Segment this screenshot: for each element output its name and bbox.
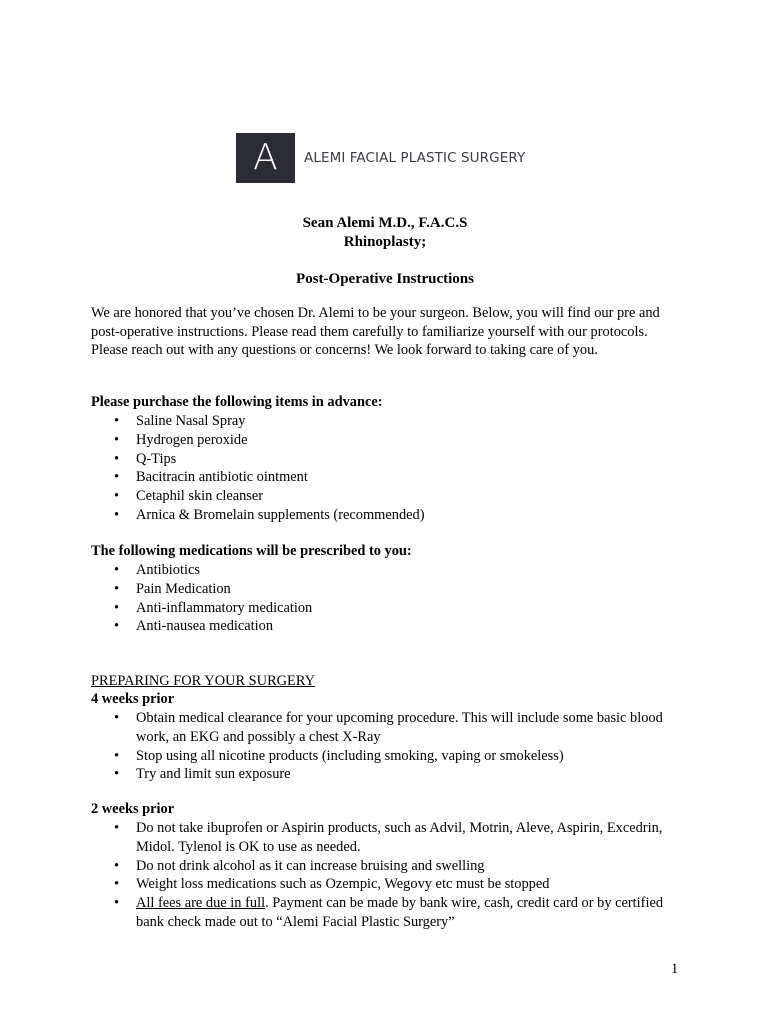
list-item: • Obtain medical clearance for your upcoming procedure. This will include some basic blood work, an EKG and possibly a chest X-Ray — [91, 709, 676, 747]
preparing-section-title: PREPARING FOR YOUR SURGERY — [91, 673, 316, 689]
document-title: Post-Operative Instructions — [296, 271, 474, 287]
logo-mark: A — [236, 133, 295, 183]
list-item: • Cetaphil skin cleanser — [91, 487, 676, 506]
fees-due-text: All fees are due in full — [136, 895, 266, 912]
list-item: • Try and limit sun exposure — [91, 765, 676, 784]
page-number: 1 — [671, 961, 679, 977]
list-item: • Arnica & Bromelain supplements (recommended) — [91, 506, 676, 525]
list-item: • Stop using all nicotine products (including smoking, vaping or smokeless) — [91, 747, 676, 766]
four-weeks-list — [91, 709, 676, 784]
purchase-list — [91, 412, 676, 525]
list-item: • Bacitracin antibiotic ointment — [91, 468, 676, 487]
two-weeks-list — [91, 819, 676, 932]
practice-logo — [236, 133, 525, 183]
list-item: • Anti-inflammatory medication — [91, 599, 676, 618]
two-weeks-heading: 2 weeks prior — [91, 801, 175, 817]
doctor-name: Sean Alemi M.D., F.A.C.S — [302, 215, 468, 231]
procedure-name: Rhinoplasty; — [343, 234, 427, 250]
payment-methods-text: . Payment can be made by bank wire, cash, credit card or by certified bank check made out to “Alemi Facial Plastic Surgery” — [136, 895, 664, 930]
medications-list — [91, 561, 676, 636]
four-weeks-heading: 4 weeks prior — [91, 691, 175, 707]
list-item: • Anti-nausea medication — [91, 617, 676, 636]
list-item: • Pain Medication — [91, 580, 676, 599]
intro-paragraph: We are honored that you’ve chosen Dr. Alemi to be your surgeon. Below, you will find our pre and post-operative instructions. Please read them carefully to familiarize yourself with our protocols. Please reach out with any questions or concerns! We look forward to taking care of you. — [91, 305, 660, 359]
list-item: • Do not drink alcohol as it can increase bruising and swelling — [91, 857, 676, 876]
list-item: • Do not take ibuprofen or Aspirin products, such as Advil, Motrin, Aleve, Aspirin, Excedrin, Midol. Tylenol is OK to use as needed. — [91, 819, 676, 857]
list-item: • Hydrogen peroxide — [91, 431, 676, 450]
list-item: • Q-Tips — [91, 450, 676, 469]
list-item: • Antibiotics — [91, 561, 676, 580]
list-item: • Weight loss medications such as Ozempic, Wegovy etc must be stopped — [91, 875, 676, 894]
purchase-heading: Please purchase the following items in advance: — [91, 394, 383, 410]
list-item — [91, 894, 676, 932]
list-item: • Saline Nasal Spray — [91, 412, 676, 431]
medications-heading: The following medications will be prescribed to you: — [91, 543, 412, 559]
logo-text: ALEMI FACIAL PLASTIC SURGERY — [304, 150, 526, 166]
